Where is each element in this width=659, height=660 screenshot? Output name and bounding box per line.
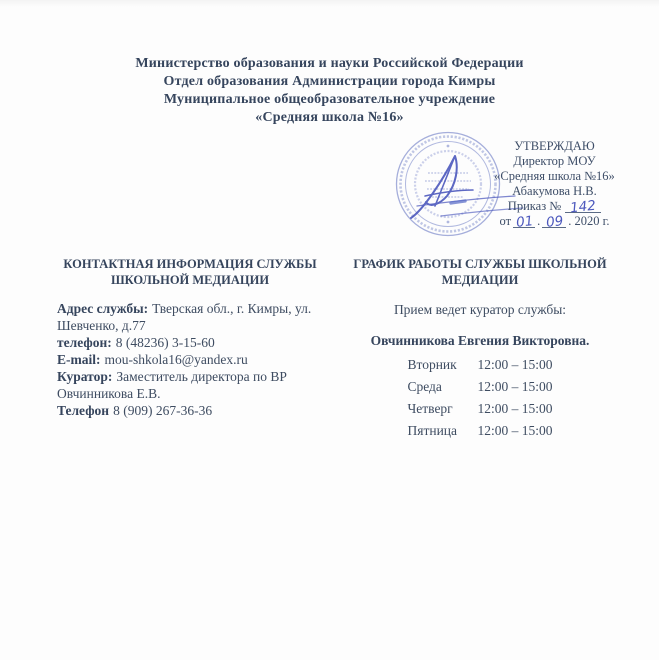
time-value: 12:00 – 15:00: [477, 401, 553, 416]
day-label: Среда: [407, 379, 442, 394]
contact-entry-address: Адрес службы: Тверская обл., г. Кимры, ул. Шевченко, д.77: [57, 301, 312, 333]
schedule-row-wednesday: [335, 376, 625, 398]
schedule-row-tuesday: [335, 354, 625, 376]
header-line-institution: Муниципальное общеобразовательное учреждение: [163, 92, 496, 107]
time-value: 12:00 – 15:00: [477, 357, 553, 372]
approval-date-line: [452, 214, 657, 229]
order-label: Приказ №: [507, 199, 562, 213]
header-line-department: Отдел образования Администрации города Кимры: [163, 74, 496, 89]
schedule-row-thursday: [335, 398, 625, 420]
contact-phone-value: 8 (48236) 3-15-60: [115, 335, 215, 350]
date-day-handwritten: 01: [514, 213, 534, 231]
approval-order-line: [452, 197, 657, 217]
time-value: 12:00 – 15:00: [477, 379, 553, 394]
contact-entry-mobile: Телефон 8 (909) 267-36-36: [57, 403, 213, 418]
day-label: Пятница: [407, 423, 458, 438]
contact-entry-phone: телефон: 8 (48236) 3-15-60: [57, 335, 215, 350]
header-line-ministry: Министерство образования и науки Российской Федерации: [135, 56, 524, 71]
contact-entry-email: E-mail: mou-shkola16@yandex.ru: [57, 352, 248, 367]
schedule-row-friday: [335, 420, 625, 442]
header-line-school: «Средняя школа №16»: [255, 110, 404, 125]
contact-title: КОНТАКТНАЯ ИНФОРМАЦИЯ СЛУЖБЫ ШКОЛЬНОЙ МЕДИАЦИИ: [63, 257, 317, 287]
day-label: Четверг: [407, 401, 453, 416]
approval-school: «Средняя школа №16»: [494, 169, 615, 183]
contact-section: [40, 256, 340, 419]
contact-address-value: Тверская обл., г. Кимры, ул. Шевченко, д.77: [57, 301, 312, 333]
contact-mobile-value: 8 (909) 267-36-36: [113, 403, 213, 418]
approval-director: Директор МОУ: [513, 154, 596, 168]
order-number-handwritten: 142: [569, 197, 597, 217]
time-value: 12:00 – 15:00: [477, 423, 553, 438]
date-month-handwritten: 09: [544, 213, 564, 231]
contact-body: [40, 300, 313, 419]
approval-director-name: Абакумова Н.В.: [512, 184, 597, 198]
date-dot: .: [537, 214, 541, 228]
ministry-header: [0, 55, 659, 127]
contact-email-value: mou-shkola16@yandex.ru: [104, 352, 248, 367]
schedule-rows: [335, 354, 625, 442]
date-tail: . 2020 г.: [568, 214, 610, 228]
contact-curator-value: Заместитель директора по ВР Овчинникова Е.В.: [57, 369, 287, 401]
schedule-section: [335, 256, 625, 442]
approval-block: [452, 139, 657, 229]
day-label: Вторник: [407, 357, 457, 372]
approval-title: УТВЕРЖДАЮ: [514, 139, 595, 153]
date-prefix: от: [499, 214, 512, 228]
schedule-intro: Прием ведет куратор службы:: [393, 302, 567, 317]
schedule-curator-name: Овчинникова Евгения Викторовна.: [370, 333, 590, 348]
schedule-title: ГРАФИК РАБОТЫ СЛУЖБЫ ШКОЛЬНОЙ МЕДИАЦИИ: [353, 257, 607, 287]
contact-entry-curator: Куратор: Заместитель директора по ВР Овчинникова Е.В.: [57, 369, 287, 401]
